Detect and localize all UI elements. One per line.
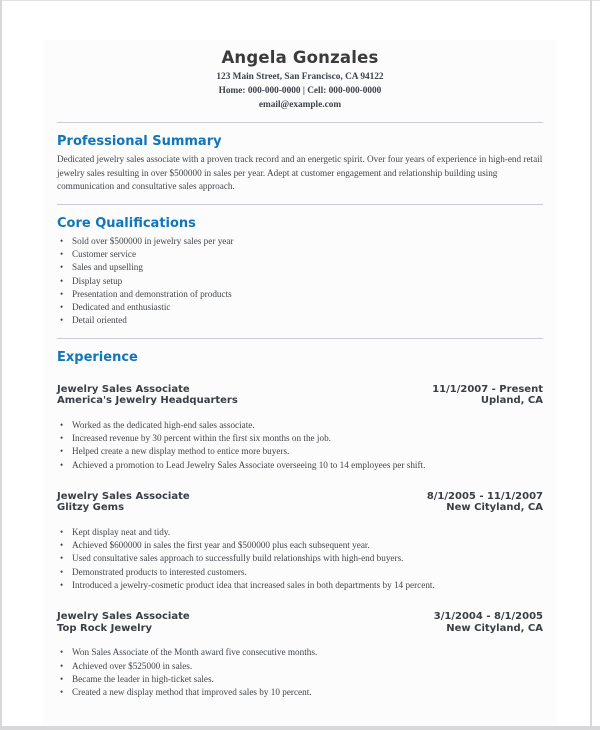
divider (57, 338, 543, 339)
job-dates: 11/1/2007 - Present (432, 383, 543, 395)
candidate-name: Angela Gonzales (221, 48, 379, 67)
job-bullet: • Worked as the dedicated high-end sales associate. (57, 419, 543, 432)
contact-block (57, 71, 543, 112)
contact-address: 123 Main Street, San Francisco, CA 94122 (216, 72, 384, 82)
job-bullet: • Introduced a jewelry-cosmetic product idea that increased sales in both departments by 14 percent. (57, 579, 543, 592)
job-header (57, 611, 543, 634)
contact-email: email@example.com (258, 99, 342, 110)
section-title: Professional Summary (57, 134, 222, 150)
qualifications-list (57, 235, 543, 328)
job-dates-location (432, 384, 543, 407)
job-bullet: • Helped create a new display method to entice more buyers. (57, 445, 543, 458)
frame-left-edge (0, 0, 2, 730)
contact-phones: Home: 000-000-0000 | Cell: 000-000-0000 (218, 85, 382, 96)
job-bullet: • Created a new display method that improved sales by 10 percent. (57, 686, 543, 699)
job-bullet: • Achieved a promotion to Lead Jewelry Sales Associate overseeing 10 to 14 employees per shift. (57, 459, 543, 472)
experience-entry (57, 384, 543, 472)
divider (57, 122, 543, 123)
experience-entry (57, 611, 543, 699)
qualification-item: • Detail oriented (57, 314, 543, 327)
job-title-company (57, 491, 190, 514)
job-title-company (57, 384, 238, 407)
frame-bottom-edge (0, 726, 600, 730)
frame-top-edge (0, 0, 600, 1)
qualification-item: • Customer service (57, 248, 543, 261)
resume-content (43, 40, 557, 700)
frame-right-edge (590, 0, 592, 730)
job-bullet: • Won Sales Associate of the Month award five consecutive months. (57, 646, 543, 659)
job-location: Upland, CA (480, 395, 543, 407)
qualification-item: • Sold over $500000 in jewelry sales per year (57, 235, 543, 248)
job-bullet: • Used consultative sales approach to successfully build relationships with high-end buyers. (57, 552, 543, 565)
job-bullet: • Became the leader in high-ticket sales. (57, 673, 543, 686)
job-bullet-list (57, 419, 543, 472)
summary-paragraph: Dedicated jewelry sales associate with a proven track record and an energetic spirit. Over four years of experience in high-end retail jewelry sales resulting in over $500000 in sales per year. Adept at customer engagement and relationship building using communication and consultative sales approach. (57, 154, 543, 192)
resume-page (43, 40, 557, 726)
qualification-item: • Display setup (57, 275, 543, 288)
job-header (57, 384, 543, 407)
job-bullet: • Achieved $600000 in sales the first year and $500000 plus each subsequent year. (57, 539, 543, 552)
job-dates-location (434, 611, 543, 634)
job-bullet-list (57, 526, 543, 592)
job-location: New Cityland, CA (446, 502, 543, 514)
job-title: Jewelry Sales Associate (57, 490, 190, 502)
section-experience (57, 350, 543, 700)
qualification-item: • Dedicated and enthusiastic (57, 301, 543, 314)
job-dates: 3/1/2004 - 8/1/2005 (433, 611, 543, 623)
job-bullet: • Demonstrated products to interested customers. (57, 566, 543, 579)
job-title: Jewelry Sales Associate (57, 383, 190, 395)
job-bullet: • Kept display neat and tidy. (57, 526, 543, 539)
section-title: Experience (57, 349, 138, 365)
job-bullet: • Achieved over $525000 in sales. (57, 660, 543, 673)
job-dates-location (427, 491, 543, 514)
job-dates: 8/1/2005 - 11/1/2007 (426, 490, 543, 502)
section-core-qualifications (57, 216, 543, 328)
section-title: Core Qualifications (57, 215, 196, 231)
experience-entry (57, 491, 543, 592)
job-header (57, 491, 543, 514)
section-professional-summary (57, 134, 543, 193)
qualification-item: • Presentation and demonstration of products (57, 288, 543, 301)
job-location: New Cityland, CA (446, 622, 543, 634)
job-title: Jewelry Sales Associate (57, 611, 190, 623)
job-company: Glitzy Gems (57, 502, 125, 514)
job-bullet-list (57, 646, 543, 699)
divider (57, 204, 543, 205)
qualification-item: • Sales and upselling (57, 261, 543, 274)
job-company: Top Rock Jewelry (57, 622, 153, 634)
job-title-company (57, 611, 190, 634)
job-company: America's Jewelry Headquarters (57, 395, 238, 407)
job-bullet: • Increased revenue by 30 percent within the first six months on the job. (57, 432, 543, 445)
